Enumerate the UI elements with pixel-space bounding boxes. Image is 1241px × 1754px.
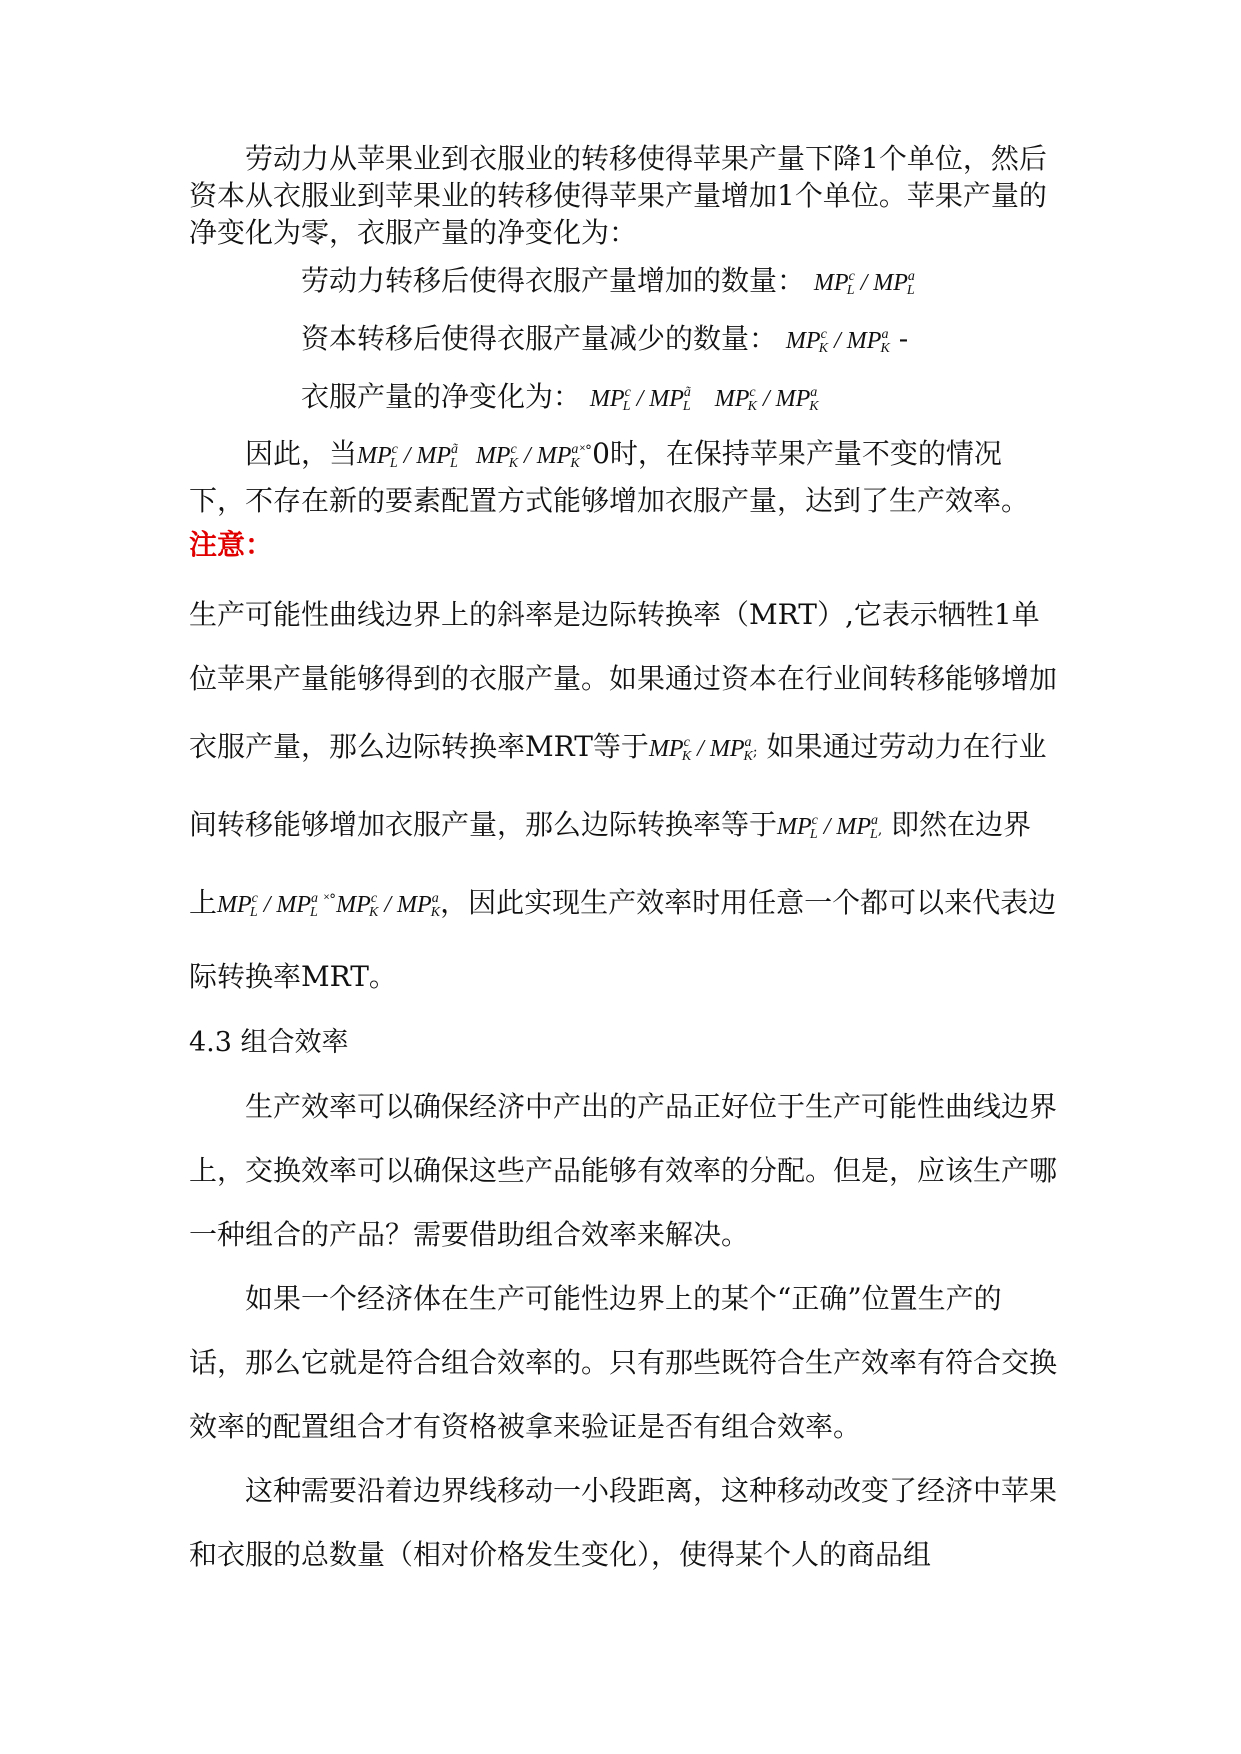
formula-line-capital-trailing: - bbox=[898, 322, 909, 355]
formula-boundary-equality: $MP^c_L / MP^a_L$ $^{˟^\circ}MP^c_K / MP^a_K$ bbox=[217, 891, 441, 920]
note-body-part3-rest: ，因此实现生产效率时用任意一个都可以来代表边际转换率MRT。 bbox=[189, 886, 1057, 993]
formula-mrt-labor: $MP^c_L / MP^a_L$ bbox=[777, 813, 879, 842]
note-body bbox=[189, 583, 1057, 1009]
note-body-part3: 即然在边界上 bbox=[189, 808, 1032, 919]
paragraph-combination-definition: 如果一个经济体在生产可能性边界上的某个“正确”位置生产的话，那么它就是符合组合效率的。只有那些既符合生产效率有符合交换效率的配置组合才有资格被拿来验证是否有组合效率。 bbox=[189, 1282, 1058, 1443]
note-body-part1-tail: ; bbox=[752, 744, 758, 760]
note-body-part2-tail: , bbox=[877, 822, 883, 838]
formula-efficiency-condition: $MP^c_L / MP^ã_L$ $MP^c_K / MP^a_K$ bbox=[357, 442, 580, 471]
formula-mpk-ratio: $MP^c_K / MP^a_K$ bbox=[785, 327, 890, 356]
formula-line-labor bbox=[189, 255, 1057, 313]
paragraph-net-change-intro: 劳动力从苹果业到衣服业的转移使得苹果产量下降1个单位，然后资本从衣服业到苹果业的转移使得苹果产量增加1个单位。苹果产量的净变化为零，衣服产量的净变化为： bbox=[189, 142, 1047, 249]
paragraph-2-zero: 0 bbox=[592, 437, 610, 470]
formula-mpl-ratio: $MP^c_L / MP^a_L$ bbox=[813, 269, 915, 298]
document-page bbox=[189, 140, 1057, 1587]
formula-net-change: $MP^c_L / MP^ã_L$ $MP^c_K / MP^a_K$ bbox=[589, 385, 819, 414]
formula-line-labor-text: 劳动力转移后使得衣服产量增加的数量： bbox=[301, 264, 806, 297]
paragraph-2-rest: 时，在保持苹果产量不变的情况下，不存在新的要素配置方式能够增加衣服产量，达到了生产效率。 bbox=[189, 437, 1030, 517]
paragraph-efficiency-condition bbox=[189, 431, 1057, 519]
garbled-symbol: ˟° bbox=[579, 443, 593, 459]
formula-line-capital-text: 资本转移后使得衣服产量减少的数量： bbox=[301, 322, 778, 355]
formula-line-net bbox=[189, 371, 1057, 429]
paragraph-2-lead: 因此，当 bbox=[245, 437, 358, 470]
paragraph-combination-intro: 生产效率可以确保经济中产出的产品正好位于生产可能性曲线边界上，交换效率可以确保这些产品能够有效率的分配。但是，应该生产哪一种组合的产品？需要借助组合效率来解决。 bbox=[189, 1090, 1058, 1251]
note-body-part1: 生产可能性曲线边界上的斜率是边际转换率（MRT）,它表示牺牲1单位苹果产量能够得到的衣服产量。如果通过资本在行业间转移能够增加衣服产量，那么边际转换率MRT等于 bbox=[189, 598, 1058, 763]
note-body-part2: 如果通过劳动力在行业间转移能够增加衣服产量，那么边际转换率等于 bbox=[189, 730, 1047, 841]
formula-line-capital bbox=[189, 313, 1057, 371]
paragraph-boundary-move: 这种需要沿着边界线移动一小段距离，这种移动改变了经济中苹果和衣服的总数量（相对价格发生变化），使得某个人的商品组 bbox=[189, 1474, 1058, 1571]
section-heading: 4.3 组合效率 bbox=[189, 1027, 349, 1058]
formula-line-net-text: 衣服产量的净变化为： bbox=[301, 380, 582, 413]
formula-mrt-capital: $MP^c_K / MP^a_K$ bbox=[648, 735, 753, 764]
note-heading: 注意： bbox=[189, 528, 274, 561]
